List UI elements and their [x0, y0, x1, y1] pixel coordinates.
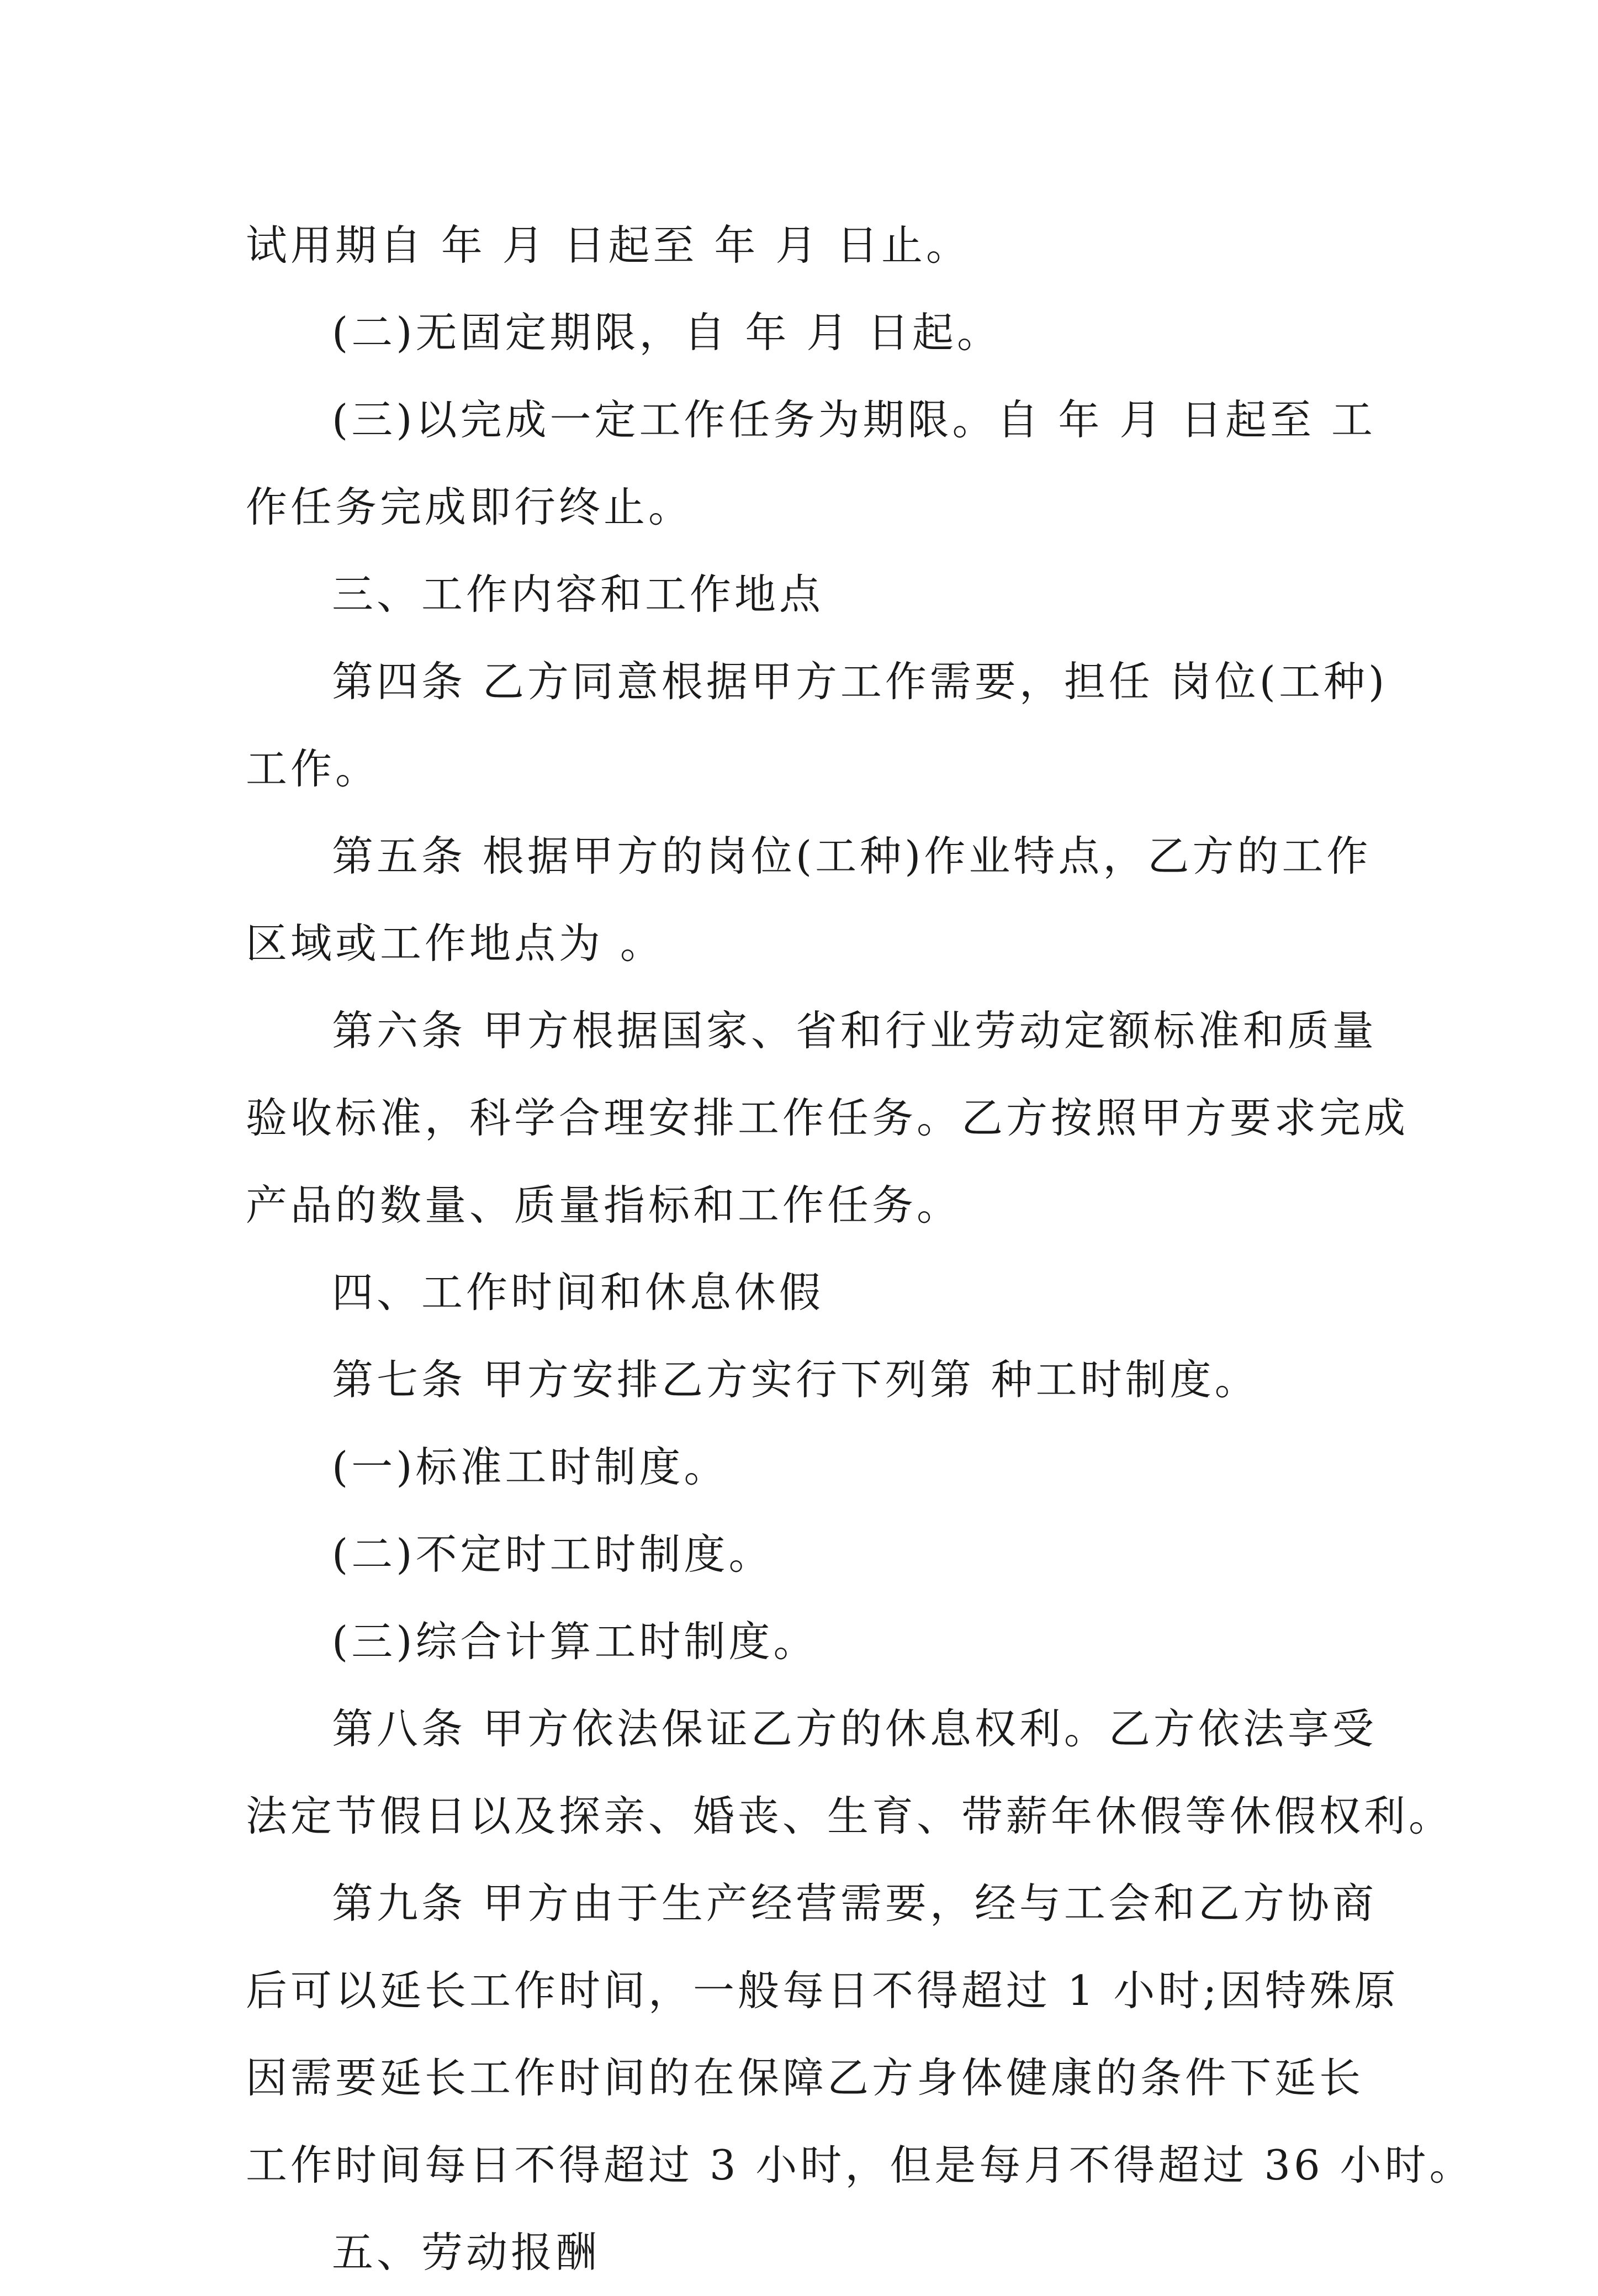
- text-line: 产品的数量、质量指标和工作任务。: [246, 1181, 962, 1229]
- text-line: 第五条 根据甲方的岗位(工种)作业特点，乙方的工作: [332, 832, 1372, 880]
- option-comprehensive-hours: [246, 1598, 1353, 1685]
- text-line: 法定节假日以及探亲、婚丧、生育、带薪年休假等休假权利。: [246, 1792, 1454, 1840]
- section-heading-working-hours: [246, 1249, 1353, 1336]
- text-line: 第八条 甲方依法保证乙方的休息权利。乙方依法享受: [332, 1704, 1377, 1753]
- text-line: 五、劳动报酬: [332, 2228, 601, 2277]
- section-heading-work-content: [246, 551, 1353, 638]
- text-line: 区域或工作地点为 。: [246, 919, 665, 968]
- text-line: (一)标准工时制度。: [332, 1443, 729, 1491]
- text-line: 试用期自 年 月 日起至 年 月 日止。: [246, 221, 971, 270]
- text-line: 第四条 乙方同意根据甲方工作需要，担任 岗位(工种): [332, 657, 1388, 706]
- text-line: (二)无固定期限，自 年 月 日起。: [332, 308, 1002, 357]
- text-line: 第六条 甲方根据国家、省和行业劳动定额标准和质量: [332, 1006, 1377, 1055]
- text-line: 工作。: [246, 745, 380, 793]
- text-line: 作任务完成即行终止。: [246, 483, 694, 531]
- article-9: [246, 1860, 1474, 2209]
- paragraph-open-ended-term: [246, 289, 1353, 376]
- text-line: (三)以完成一定工作任务为期限。自 年 月 日起至 工: [332, 395, 1376, 444]
- article-4: [246, 638, 1388, 812]
- article-8: [246, 1685, 1454, 1860]
- text-line: 后可以延长工作时间，一般每日不得超过 1 小时;因特殊原: [246, 1966, 1399, 2015]
- text-line: 因需要延长工作时间的在保障乙方身体健康的条件下延长: [246, 2054, 1364, 2102]
- article-6: [246, 987, 1409, 1249]
- text-line: 四、工作时间和休息休假: [332, 1268, 824, 1317]
- text-line: (三)综合计算工时制度。: [332, 1617, 818, 1666]
- text-line: 三、工作内容和工作地点: [332, 570, 824, 619]
- article-7: [246, 1336, 1353, 1423]
- text-line: 第九条 甲方由于生产经营需要，经与工会和乙方协商: [332, 1879, 1377, 1928]
- text-line: 第七条 甲方安排乙方实行下列第 种工时制度。: [332, 1355, 1260, 1404]
- section-heading-remuneration: [246, 2209, 1353, 2296]
- option-standard-hours: [246, 1423, 1353, 1511]
- text-line: 验收标准，科学合理安排工作任务。乙方按照甲方要求完成: [246, 1094, 1409, 1142]
- text-line: 工作时间每日不得超过 3 小时，但是每月不得超过 36 小时。: [246, 2141, 1474, 2189]
- text-line: (二)不定时工时制度。: [332, 1530, 774, 1579]
- paragraph-probation-period: [246, 202, 1353, 289]
- article-5: [246, 812, 1372, 987]
- document-body: [246, 202, 1474, 2296]
- paragraph-task-based-term: [246, 376, 1376, 551]
- option-flexible-hours: [246, 1511, 1353, 1598]
